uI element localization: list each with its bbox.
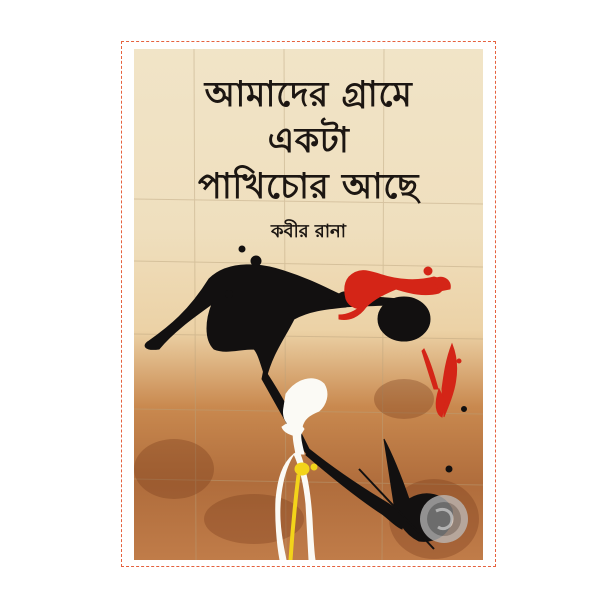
publisher-watermark-icon (420, 495, 468, 543)
book-title-line-1: আমাদের গ্রামে (204, 74, 413, 115)
book-title-line-3: পাখিচোর আছে (197, 166, 420, 207)
book-title-line-2: একটা (267, 120, 350, 161)
book-cover[interactable] (134, 49, 483, 560)
book-author: কবীর রানা (270, 221, 346, 242)
